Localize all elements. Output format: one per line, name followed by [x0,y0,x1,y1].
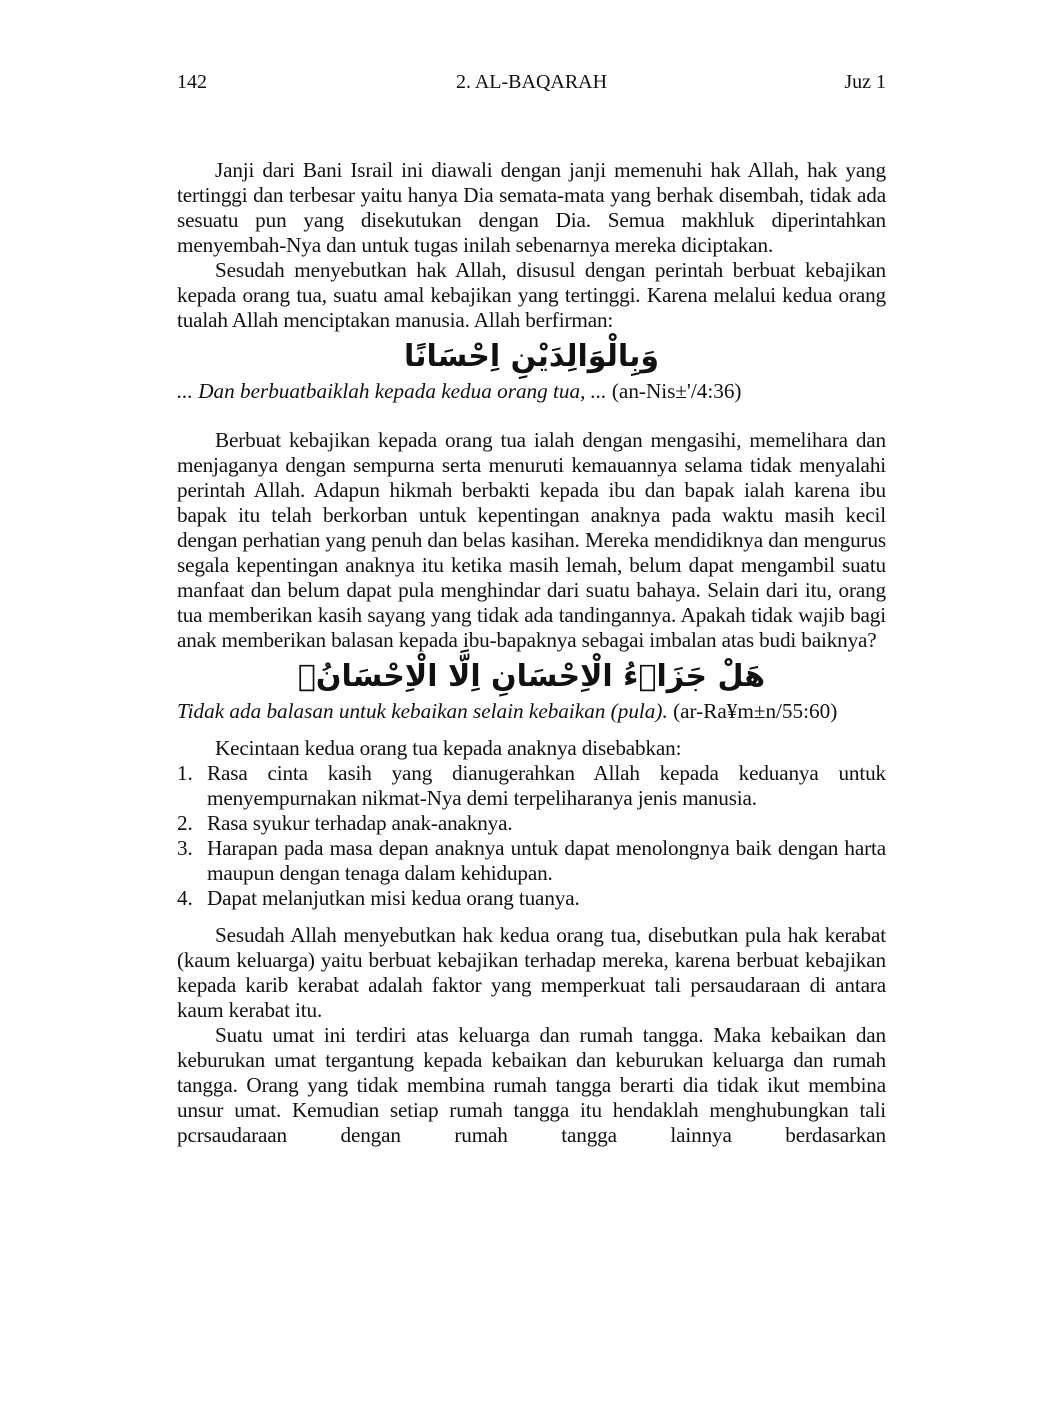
list-item [177,886,886,911]
juz-label: Juz 1 [844,71,886,93]
paragraph-3: Berbuat kebajikan kepada orang tua ialah dengan mengasihi, memelihara dan menjaganya dengan sempurna serta menuruti kemauannya selama tidak menyalahi perintah Allah. Adapun hikmah berbakti kepada ibu dan bapak ialah karena ibu bapak itu telah berkorban untuk kepentingan anaknya pada waktu masih kecil dengan perhatian yang penuh dan belas kasihan. Mereka mendidiknya dan mengurus segala kepentingan anaknya itu ketika masih lemah, belum dapat mengambil suatu manfaat dan belum dapat pula menghindar dari suatu bahaya. Selain dari itu, orang tua memberikan kasih sayang yang tidak ada tandingannya. Apakah tidak wajib bagi anak memberikan balasan kepada ibu-bapaknya sebagai imbalan atas budi baiknya? [177,428,886,652]
list-number: 3. [177,836,193,860]
verse-2-arabic: هَلْ جَزَاۤءُ الْاِحْسَانِ اِلَّا الْاِحْسَانُۚ [297,659,766,694]
verse-2-translation-line [177,699,886,724]
paragraph-6: Suatu umat ini terdiri atas keluarga dan rumah tangga. Maka kebaikan dan keburukan umat tergantung kepada kebaikan dan keburukan keluarga dan rumah tangga. Orang yang tidak membina rumah tangga berarti dia tidak ikut membina unsur umat. Kemudian setiap rumah tangga itu hendaklah menghubungkan tali pcrsaudaraan dengan rumah tangga lainnya berdasarkan [177,1023,886,1147]
running-header [177,71,886,99]
list-text: Rasa syukur terhadap anak-anaknya. [207,811,513,835]
list-number: 2. [177,811,193,835]
list-text: Dapat melanjutkan misi kedua orang tuanya. [207,886,580,910]
verse-1-arabic: وَبِالْوَالِدَيْنِ اِحْسَانًا [403,339,660,374]
paragraph-5: Sesudah Allah menyebutkan hak kedua orang tua, disebutkan pula hak kerabat (kaum keluarga) yaitu berbuat kebajikan terhadap mereka, karena berbuat kebajikan kepada karib kerabat adalah faktor yang memperkuat tali persaudaraan di antara kaum kerabat itu. [177,923,886,1022]
surah-title: 2. AL-BAQARAH [455,71,608,93]
verse-1-translation: ... Dan berbuatbaiklah kepada kedua orang tua, ... [177,379,607,403]
reasons-list [177,761,886,911]
paragraph-4-intro: Kecintaan kedua orang tua kepada anaknya disebabkan: [215,736,682,760]
page-number: 142 [177,71,207,93]
page-body [177,158,886,1148]
verse-1-translation-line [177,379,886,404]
list-item [177,811,886,836]
verse-1-reference: (an-Nis±'/4:36) [611,379,742,403]
list-text: Harapan pada masa depan anaknya untuk dapat menolongnya baik dengan harta maupun dengan tenaga dalam kehidupan. [207,836,886,885]
verse-2-reference: (ar-Ra¥m±n/55:60) [673,699,838,723]
list-text: Rasa cinta kasih yang dianugerahkan Allah kepada keduanya untuk menyempurnakan nikmat-Nya demi terpeliharanya jenis manusia. [207,761,886,810]
paragraph-1: Janji dari Bani Israil ini diawali dengan janji memenuhi hak Allah, hak yang tertinggi dan terbesar yaitu hanya Dia semata-mata yang berhak disembah, tidak ada sesuatu pun yang disekutukan dengan Dia. Semua makhluk diperintahkan menyembah-Nya dan untuk tugas inilah sebenarnya mereka diciptakan. [177,158,886,257]
verse-2-translation: Tidak ada balasan untuk kebaikan selain kebaikan (pula). [177,699,668,723]
list-item [177,761,886,811]
list-item [177,836,886,886]
list-number: 1. [177,761,193,785]
list-number: 4. [177,886,193,910]
paragraph-2: Sesudah menyebutkan hak Allah, disusul dengan perintah berbuat kebajikan kepada orang tua, suatu amal kebajikan yang tertinggi. Karena melalui kedua orang tualah Allah menciptakan manusia. Allah berfirman: [177,258,886,332]
